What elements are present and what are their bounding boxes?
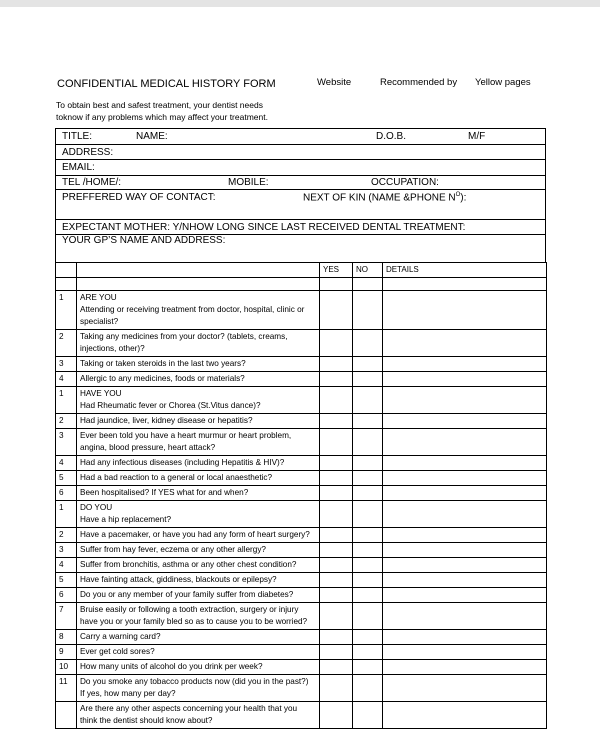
details-cell[interactable] xyxy=(383,702,547,729)
expectant-label: EXPECTANT MOTHER: Y/NHOW LONG SINCE LAST RECEIVED DENTAL TREATMENT: xyxy=(62,221,466,233)
question-row xyxy=(56,372,547,387)
occupation-label: OCCUPATION: xyxy=(371,176,439,188)
question-text: Had a bad reaction to a general or local anaesthetic? xyxy=(77,471,320,486)
mf-label: M/F xyxy=(468,131,486,142)
address-label: ADDRESS: xyxy=(62,146,114,158)
question-text: ARE YOU Attending or receiving treatment from doctor, hospital, clinic or specialist? xyxy=(77,291,320,330)
yes-cell[interactable] xyxy=(320,702,353,729)
no-cell[interactable] xyxy=(353,372,383,387)
name-label: NAME: xyxy=(136,131,168,142)
email-row xyxy=(56,160,545,176)
question-text: Carry a warning card? xyxy=(77,630,320,645)
question-number: 2 xyxy=(56,528,77,543)
question-row xyxy=(56,357,547,372)
kin-end: ): xyxy=(460,191,467,203)
question-row xyxy=(56,558,547,573)
no-cell[interactable] xyxy=(353,645,383,660)
question-number: 7 xyxy=(56,603,77,630)
yes-cell[interactable] xyxy=(320,645,353,660)
yes-cell[interactable] xyxy=(320,588,353,603)
title-row xyxy=(56,129,545,145)
question-text: Do you smoke any tobacco products now (did you in the past?) If yes, how many per day? xyxy=(77,675,320,702)
yes-cell[interactable] xyxy=(320,372,353,387)
question-row xyxy=(56,675,547,702)
question-number: 2 xyxy=(56,330,77,357)
question-text: Are there any other aspects concerning your health that you think the dentist should know about? xyxy=(77,702,320,729)
question-text: Taking or taken steroids in the last two years? xyxy=(77,357,320,372)
contact-row xyxy=(56,190,545,220)
question-number: 4 xyxy=(56,372,77,387)
details-cell[interactable] xyxy=(383,357,547,372)
yes-cell[interactable] xyxy=(320,543,353,558)
gp-row xyxy=(56,235,545,262)
expectant-row xyxy=(56,220,545,236)
details-cell[interactable] xyxy=(383,528,547,543)
question-row xyxy=(56,543,547,558)
question-number: 1 xyxy=(56,501,77,528)
question-number: 3 xyxy=(56,357,77,372)
question-number: 3 xyxy=(56,429,77,456)
question-number: 6 xyxy=(56,486,77,501)
no-cell[interactable] xyxy=(353,702,383,729)
question-text: Had any infectious diseases (including Hepatitis & HIV)? xyxy=(77,456,320,471)
question-text: How many units of alcohol do you drink per week? xyxy=(77,660,320,675)
details-cell[interactable] xyxy=(383,603,547,630)
yes-cell[interactable] xyxy=(320,456,353,471)
question-row xyxy=(56,456,547,471)
details-cell[interactable] xyxy=(383,501,547,528)
question-row xyxy=(56,573,547,588)
question-row xyxy=(56,471,547,486)
details-cell[interactable] xyxy=(383,675,547,702)
question-text: Ever get cold sores? xyxy=(77,645,320,660)
medical-history-body xyxy=(56,263,547,729)
details-cell[interactable] xyxy=(383,278,547,291)
question-text: Do you or any member of your family suffer from diabetes? xyxy=(77,588,320,603)
question-text: Bruise easily or following a tooth extraction, surgery or injury have you or your family bled so as to cause you to be worried? xyxy=(77,603,320,630)
details-cell[interactable] xyxy=(383,573,547,588)
yellow-pages-link[interactable]: Yellow pages xyxy=(475,77,531,88)
question-number: 5 xyxy=(56,573,77,588)
table-header-row xyxy=(56,263,547,278)
question-text: Have fainting attack, giddiness, blackouts or epilepsy? xyxy=(77,573,320,588)
address-row xyxy=(56,145,545,161)
question-number: 2 xyxy=(56,414,77,429)
question-text: Have a pacemaker, or have you had any form of heart surgery? xyxy=(77,528,320,543)
no-cell[interactable] xyxy=(353,429,383,456)
question-row xyxy=(56,291,547,330)
question-row xyxy=(56,588,547,603)
yes-cell[interactable] xyxy=(320,330,353,357)
question-row xyxy=(56,702,547,729)
yes-cell[interactable] xyxy=(320,291,353,330)
question-number: 5 xyxy=(56,471,77,486)
details-cell[interactable] xyxy=(383,387,547,414)
yes-cell[interactable] xyxy=(320,660,353,675)
kin-text: NEXT OF KIN (NAME &PHONE N xyxy=(303,191,456,203)
question-number: 1 xyxy=(56,387,77,414)
yes-cell[interactable] xyxy=(320,357,353,372)
no-cell[interactable] xyxy=(353,588,383,603)
details-cell[interactable] xyxy=(383,429,547,456)
title-label: TITLE: xyxy=(62,131,93,142)
yes-cell[interactable] xyxy=(320,501,353,528)
details-cell[interactable] xyxy=(383,456,547,471)
yes-cell[interactable] xyxy=(320,387,353,414)
no-cell[interactable] xyxy=(353,330,383,357)
form-intro xyxy=(56,99,296,123)
header-num-cell xyxy=(56,263,77,278)
question-number: 11 xyxy=(56,675,77,702)
no-cell[interactable] xyxy=(353,486,383,501)
details-cell[interactable] xyxy=(383,588,547,603)
no-cell[interactable] xyxy=(353,414,383,429)
kin-sup: O xyxy=(455,191,461,198)
question-row xyxy=(56,645,547,660)
no-cell[interactable] xyxy=(353,558,383,573)
question-row xyxy=(56,414,547,429)
question-text: Taking any medicines from your doctor? (tablets, creams, injections, other)? xyxy=(77,330,320,357)
question-text: HAVE YOU Had Rheumatic fever or Chorea (St.Vitus dance)? xyxy=(77,387,320,414)
question-number xyxy=(56,278,77,291)
medical-history-table xyxy=(55,262,547,729)
header-question-cell xyxy=(77,263,320,278)
form-title: CONFIDENTIAL MEDICAL HISTORY FORM xyxy=(57,78,276,90)
details-cell[interactable] xyxy=(383,558,547,573)
question-number: 10 xyxy=(56,660,77,675)
intro-line-1: To obtain best and safest treatment, your dentist needs xyxy=(56,100,263,110)
no-cell[interactable] xyxy=(353,471,383,486)
no-cell[interactable] xyxy=(353,456,383,471)
details-cell[interactable] xyxy=(383,645,547,660)
details-cell[interactable] xyxy=(383,414,547,429)
question-text: Suffer from hay fever, eczema or any other allergy? xyxy=(77,543,320,558)
question-text: Ever been told you have a heart murmur or heart problem, angina, blood pressure, heart attack? xyxy=(77,429,320,456)
contact-label: PREFFERED WAY OF CONTACT: xyxy=(62,191,216,203)
question-row xyxy=(56,501,547,528)
details-cell[interactable] xyxy=(383,630,547,645)
question-number: 4 xyxy=(56,558,77,573)
yes-cell[interactable] xyxy=(320,603,353,630)
yes-cell[interactable] xyxy=(320,558,353,573)
next-of-kin-label xyxy=(303,192,466,203)
no-column-header: NO xyxy=(353,263,383,278)
details-cell[interactable] xyxy=(383,486,547,501)
no-cell[interactable] xyxy=(353,543,383,558)
question-row xyxy=(56,660,547,675)
yes-cell[interactable] xyxy=(320,528,353,543)
no-cell[interactable] xyxy=(353,603,383,630)
question-number: 1 xyxy=(56,291,77,330)
gp-label: YOUR GP’S NAME AND ADDRESS: xyxy=(62,235,226,246)
yes-cell[interactable] xyxy=(320,429,353,456)
intro-line-2: toknow if any problems which may affect your treatment. xyxy=(56,112,268,122)
question-number: 9 xyxy=(56,645,77,660)
yes-column-header: YES xyxy=(320,263,353,278)
mobile-label: MOBILE: xyxy=(228,176,269,188)
no-cell[interactable] xyxy=(353,278,383,291)
details-cell[interactable] xyxy=(383,372,547,387)
no-cell[interactable] xyxy=(353,660,383,675)
no-cell[interactable] xyxy=(353,675,383,702)
yes-cell[interactable] xyxy=(320,278,353,291)
details-cell[interactable] xyxy=(383,471,547,486)
dob-label: D.O.B. xyxy=(376,131,407,142)
question-row xyxy=(56,486,547,501)
yes-cell[interactable] xyxy=(320,414,353,429)
top-edge xyxy=(0,0,600,7)
question-row xyxy=(56,429,547,456)
yes-cell[interactable] xyxy=(320,471,353,486)
recommended-link[interactable]: Recommended by xyxy=(380,77,458,88)
question-number: 4 xyxy=(56,456,77,471)
yes-cell[interactable] xyxy=(320,573,353,588)
question-text: DO YOU Have a hip replacement? xyxy=(77,501,320,528)
no-cell[interactable] xyxy=(353,573,383,588)
question-number: 8 xyxy=(56,630,77,645)
no-cell[interactable] xyxy=(353,291,383,330)
question-text xyxy=(77,278,320,291)
question-number: 6 xyxy=(56,588,77,603)
question-row xyxy=(56,387,547,414)
question-number: 3 xyxy=(56,543,77,558)
yes-cell[interactable] xyxy=(320,630,353,645)
details-cell[interactable] xyxy=(383,660,547,675)
no-cell[interactable] xyxy=(353,387,383,414)
phone-row xyxy=(56,176,545,190)
no-cell[interactable] xyxy=(353,528,383,543)
no-cell[interactable] xyxy=(353,501,383,528)
question-row xyxy=(56,603,547,630)
question-row xyxy=(56,630,547,645)
details-column-header: DETAILS xyxy=(383,263,547,278)
question-row xyxy=(56,278,547,291)
details-cell[interactable] xyxy=(383,543,547,558)
question-text: Suffer from bronchitis, asthma or any other chest condition? xyxy=(77,558,320,573)
details-cell[interactable] xyxy=(383,330,547,357)
question-text: Had jaundice, liver, kidney disease or hepatitis? xyxy=(77,414,320,429)
website-link[interactable]: Website xyxy=(317,77,352,88)
question-number xyxy=(56,702,77,729)
email-label: EMAIL: xyxy=(62,162,95,173)
question-row xyxy=(56,330,547,357)
question-text: Allergic to any medicines, foods or materials? xyxy=(77,372,320,387)
no-cell[interactable] xyxy=(353,357,383,372)
no-cell[interactable] xyxy=(353,630,383,645)
yes-cell[interactable] xyxy=(320,675,353,702)
question-row xyxy=(56,528,547,543)
patient-details-box xyxy=(55,128,546,263)
question-text: Been hospitalised? If YES what for and when? xyxy=(77,486,320,501)
tel-label: TEL /HOME/: xyxy=(62,176,122,188)
details-cell[interactable] xyxy=(383,291,547,330)
yes-cell[interactable] xyxy=(320,486,353,501)
